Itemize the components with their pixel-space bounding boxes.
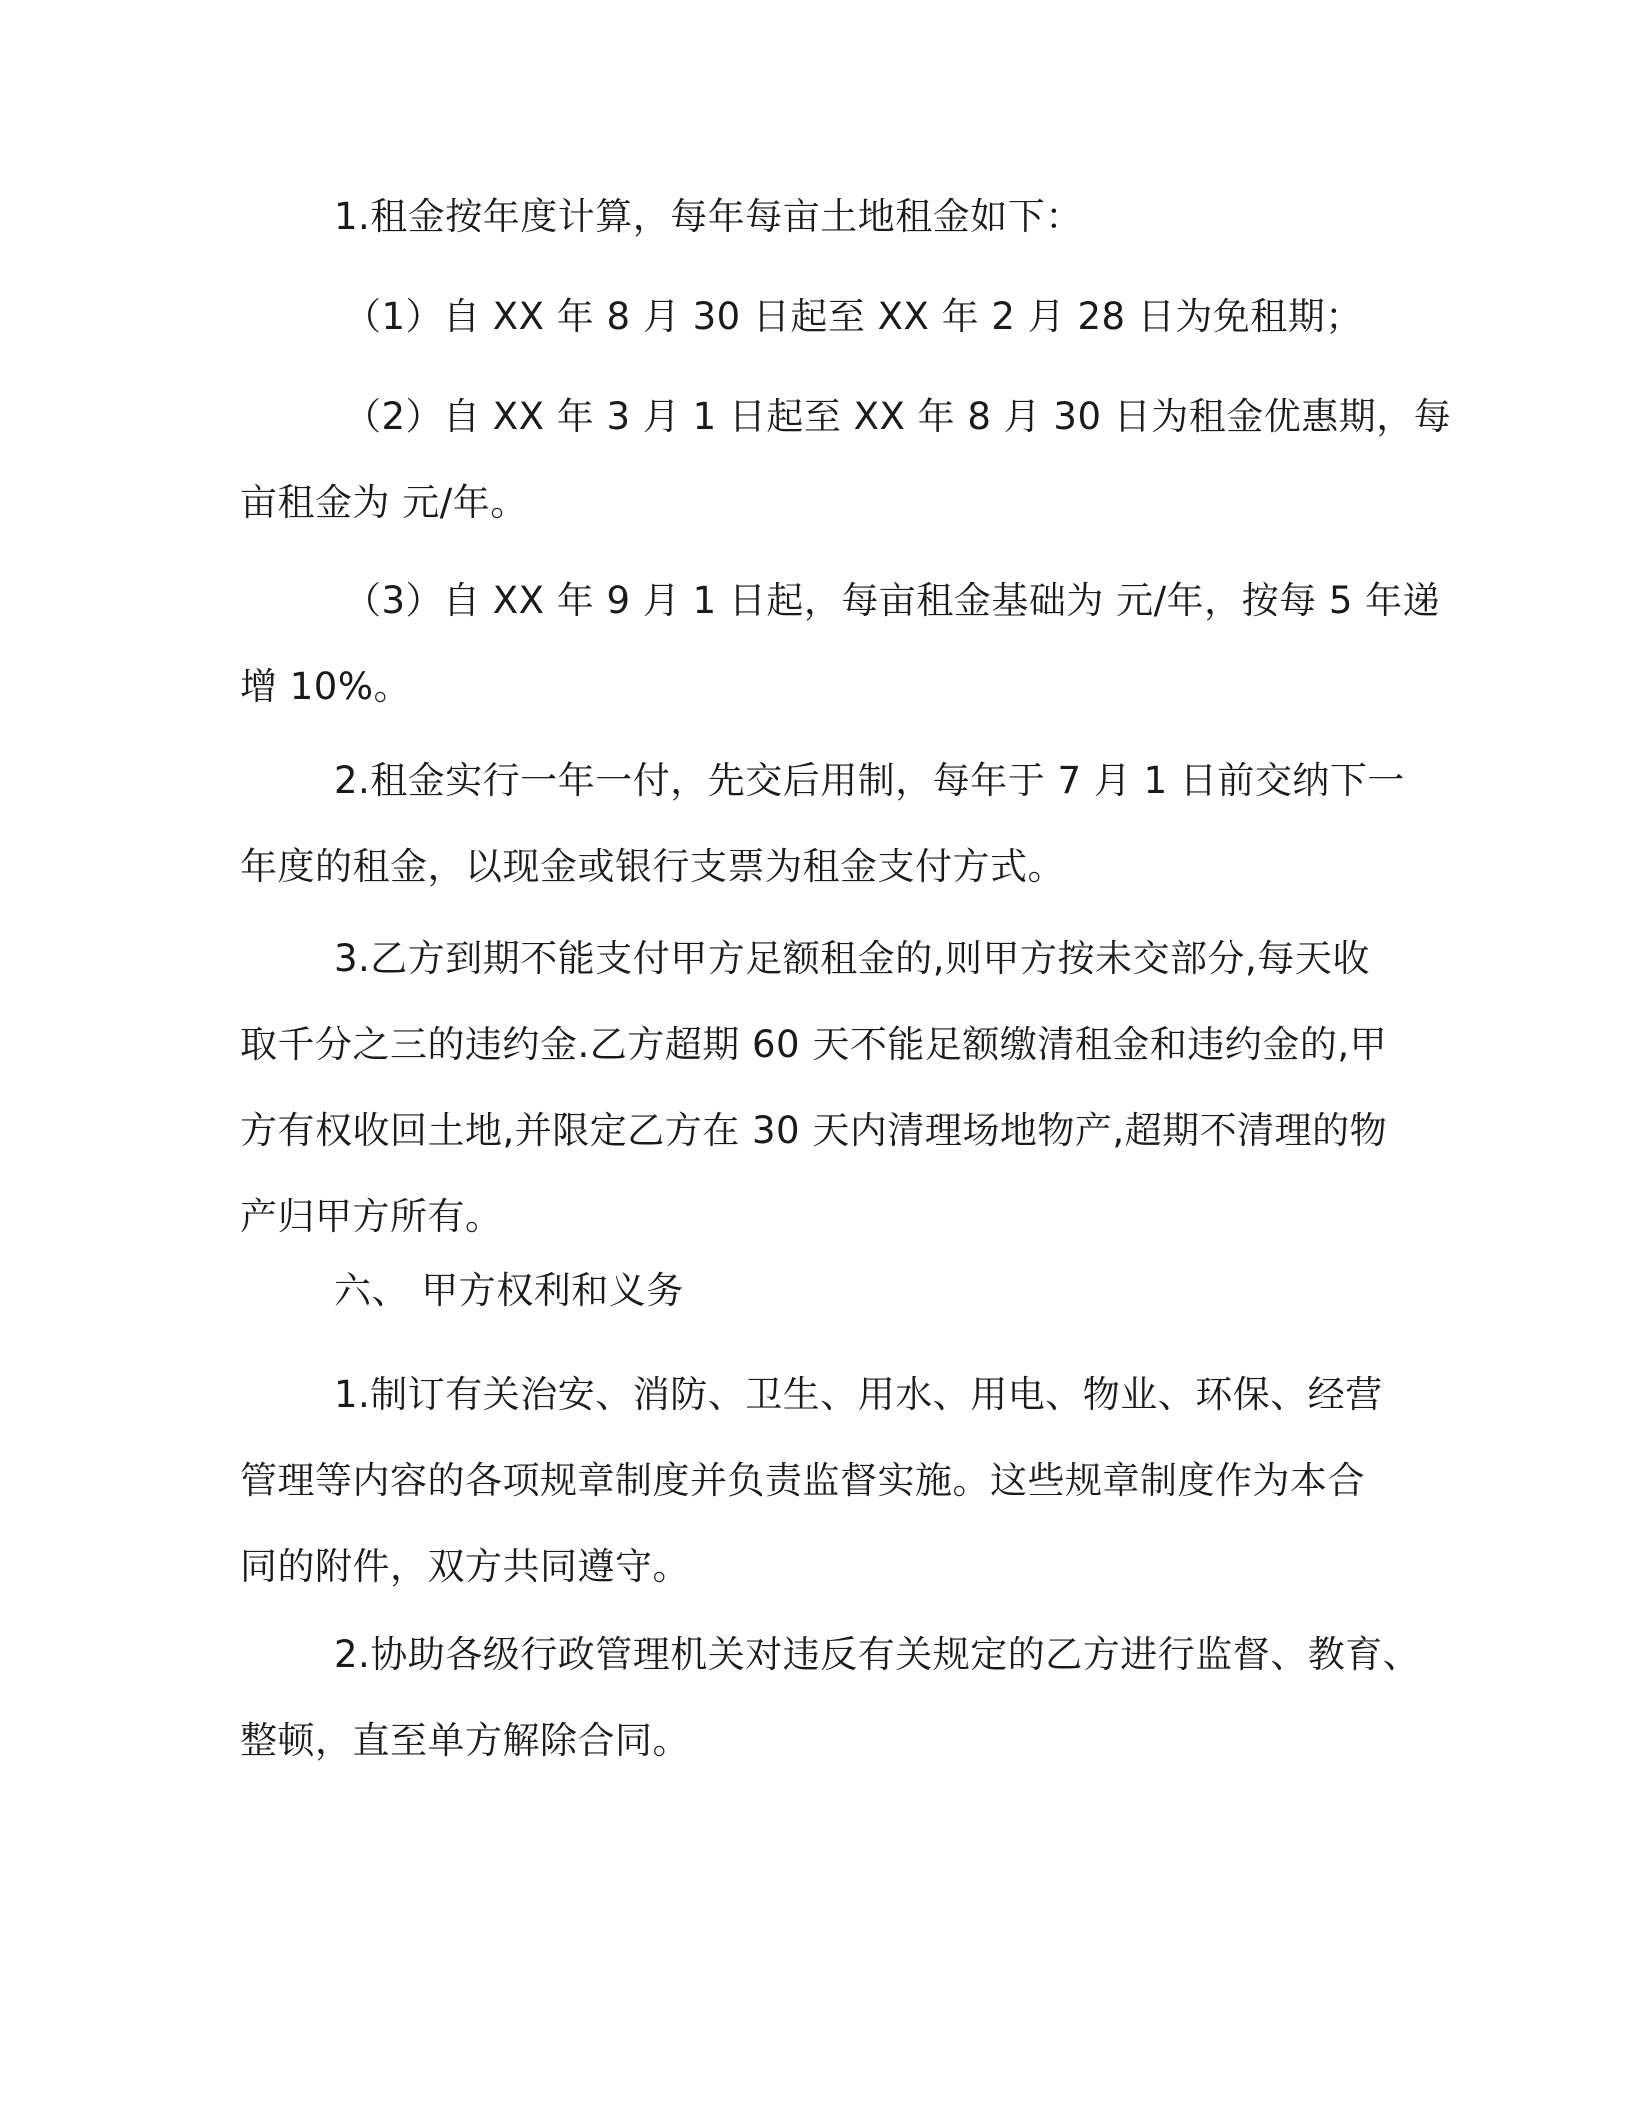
- text-line: 2.协助各级行政管理机关对违反有关规定的乙方进行监督、教育、: [334, 1633, 1421, 1676]
- text-line: 2.租金实行一年一付，先交后用制，每年于 7 月 1 日前交纳下一: [334, 759, 1405, 802]
- text-line: （1）自 XX 年 8 月 30 日起至 XX 年 2 月 28 日为免租期；: [344, 295, 1363, 338]
- text-line: 同的附件，双方共同遵守。: [240, 1545, 690, 1588]
- text-line: 增 10%。: [240, 665, 411, 708]
- text-line: （2）自 XX 年 3 月 1 日起至 XX 年 8 月 30 日为租金优惠期，每: [344, 395, 1452, 438]
- text-line: 1.制订有关治安、消防、卫生、用水、用电、物业、环保、经营: [334, 1373, 1383, 1416]
- text-line: 六、 甲方权利和义务: [334, 1269, 684, 1312]
- text-line: 整顿，直至单方解除合同。: [240, 1719, 690, 1762]
- rent-clause-1-item-2: [240, 374, 1452, 546]
- text-line: 管理等内容的各项规章制度并负责监督实施。这些规章制度作为本合: [240, 1459, 1365, 1502]
- text-line: 1.租金按年度计算，每年每亩土地租金如下：: [334, 195, 1083, 238]
- rent-clause-2: [240, 738, 1405, 910]
- text-line: （3）自 XX 年 9 月 1 日起，每亩租金基础为 元/年，按每 5 年递: [344, 579, 1441, 622]
- text-line: 亩租金为 元/年。: [240, 481, 528, 524]
- text-line: 产归甲方所有。: [240, 1195, 503, 1238]
- rent-clause-1-item-3: [240, 558, 1441, 730]
- rent-clause-3: [240, 916, 1400, 1260]
- text-line: 取千分之三的违约金.乙方超期 60 天不能足额缴清租金和违约金的,甲: [240, 1023, 1388, 1066]
- section-heading-party-a-rights: [240, 1248, 1400, 1334]
- party-a-clause-2: [240, 1612, 1421, 1784]
- rent-clause-1: [240, 174, 1400, 260]
- text-line: 年度的租金，以现金或银行支票为租金支付方式。: [240, 845, 1065, 888]
- text-line: 3.乙方到期不能支付甲方足额租金的,则甲方按未交部分,每天收: [334, 937, 1370, 980]
- text-line: 方有权收回土地,并限定乙方在 30 天内清理场地物产,超期不清理的物: [240, 1109, 1388, 1152]
- rent-clause-1-item-1: [240, 274, 1400, 360]
- party-a-clause-1: [240, 1352, 1400, 1610]
